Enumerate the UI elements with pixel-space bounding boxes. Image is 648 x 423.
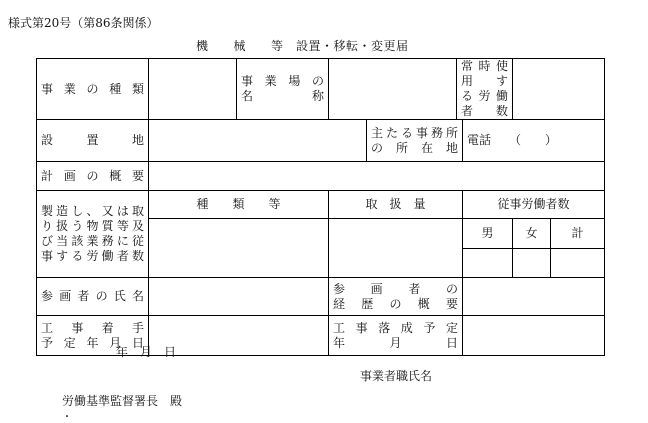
submission-date: 年 月 日 xyxy=(116,345,177,359)
label-substance-workers xyxy=(37,191,149,278)
field-kind[interactable] xyxy=(149,219,329,278)
header-total: 計 xyxy=(551,219,605,249)
row-business xyxy=(37,59,605,120)
addressee: 労働基準監督署長 殿 xyxy=(62,394,183,408)
label-end-date xyxy=(329,316,463,356)
row-substance-header xyxy=(37,191,605,219)
header-male: 男 xyxy=(463,219,513,249)
field-site-name[interactable] xyxy=(329,59,457,120)
label-main-office-top: 主たる事務所 xyxy=(371,125,459,140)
label-start-date-bottom: 予定年月日 xyxy=(41,335,144,350)
label-workers-bottom: る労働者数 xyxy=(461,89,509,118)
label-start-date-top: 工 事 着 手 xyxy=(41,320,144,335)
row-location xyxy=(37,120,605,162)
field-business-type[interactable] xyxy=(149,59,237,120)
footnote-mark: ・ xyxy=(62,412,72,423)
label-site-name xyxy=(237,59,329,120)
field-plan-summary[interactable] xyxy=(149,162,605,191)
field-female[interactable] xyxy=(513,249,551,278)
label-business-type: 事 業 の 種 類 xyxy=(37,59,149,120)
label-substance-line3: び当該業務に従 xyxy=(41,234,144,248)
notification-form-table xyxy=(36,58,605,356)
label-participant-career-bottom: 経 歴 の 概 要 xyxy=(333,296,459,311)
employer-signature: 事業者職氏名 xyxy=(360,369,433,383)
label-participant-career-top: 参 画 者 の xyxy=(333,281,459,296)
field-location[interactable] xyxy=(149,120,367,162)
form-number: 様式第20号（第86条関係） xyxy=(8,16,159,30)
header-amount: 取 扱 量 xyxy=(329,191,463,219)
field-phone[interactable]: 電話 （ ） xyxy=(463,120,605,162)
label-end-date-bottom: 年 月 日 xyxy=(333,335,459,350)
label-participant-career xyxy=(329,278,463,316)
label-substance-line4: 事する労働者数 xyxy=(41,249,144,263)
label-site-name-bottom: 名 称 xyxy=(241,89,325,103)
header-female: 女 xyxy=(513,219,551,249)
field-male[interactable] xyxy=(463,249,513,278)
field-participant-name[interactable] xyxy=(149,278,329,316)
label-main-office-bottom: の 所 在 地 xyxy=(371,140,459,155)
row-plan xyxy=(37,162,605,191)
field-total[interactable] xyxy=(551,249,605,278)
label-main-office xyxy=(367,120,463,162)
label-participant-name: 参画者の氏名 xyxy=(37,278,149,316)
label-workers xyxy=(457,59,513,120)
label-workers-top: 常時使用す xyxy=(461,59,509,88)
field-workers[interactable] xyxy=(513,59,605,120)
label-location: 設 置 地 xyxy=(37,120,149,162)
header-kind: 種 類 等 xyxy=(149,191,329,219)
label-end-date-top: 工事落成予定 xyxy=(333,320,459,335)
label-plan-summary: 計 画 の 概 要 xyxy=(37,162,149,191)
label-site-name-top: 事 業 場 の xyxy=(241,74,325,88)
field-end-date[interactable] xyxy=(463,316,605,356)
field-amount[interactable] xyxy=(329,219,463,278)
document-title: 機 械 等 設置・移転・変更届 xyxy=(196,39,409,53)
header-engaged-workers: 従事労働者数 xyxy=(463,191,605,219)
field-participant-career[interactable] xyxy=(463,278,605,316)
label-substance-line1: 製造し、又は取 xyxy=(41,204,144,218)
row-participant xyxy=(37,278,605,316)
label-substance-line2: り扱う物質等及 xyxy=(41,219,144,233)
